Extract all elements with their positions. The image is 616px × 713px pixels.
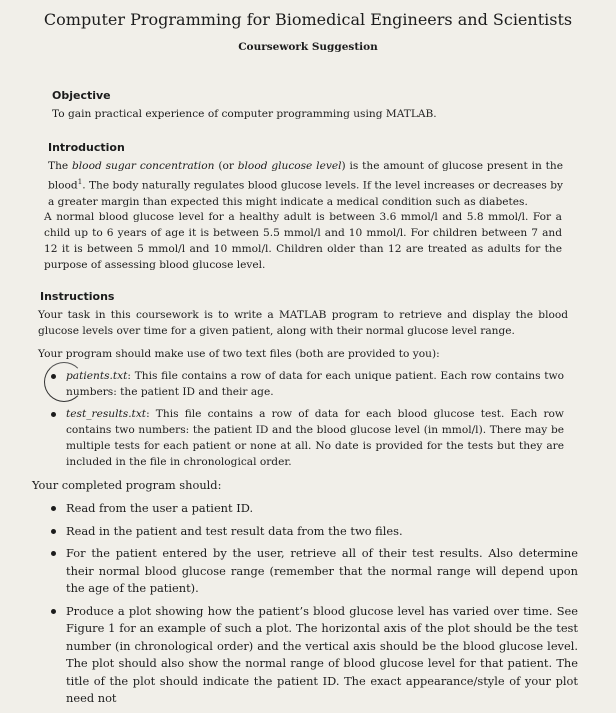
task-list [50,500,578,713]
list-item: test_results.txt: This file contains a row of data for each blood glucose test. Each row contains two numbers: the patient ID and the blood glucose level (in mmol/l). There may be multiple tests for each patient or none at all. No date is provided for the tests but they are included in the file in chronological order. [50,406,564,470]
introduction-paragraph-1: The blood sugar concentration (or blood glucose level) is the amount of glucose present in the blood$^1$. The body naturally regulates blood glucose levels. If the level increases or decreases by a greater margin than expected this might indicate a medical condition such as diabetes. [48,160,563,208]
objective-heading: Objective [52,89,111,102]
instructions-paragraph-1: Your task in this coursework is to write a MATLAB program to retrieve and display the blood glucose levels over time for a given patient, along with their normal glucose level range. [38,309,568,337]
list-item: patients.txt: This file contains a row of data for each unique patient. Each row contains two numbers: the patient ID and their age. [50,368,564,400]
introduction-heading: Introduction [48,141,125,154]
objective-text: To gain practical experience of computer programming using MATLAB. [52,108,437,120]
page-subtitle: Coursework Suggestion [238,41,378,53]
list-item: Read in the patient and test result data from the two files. [50,523,578,541]
introduction-paragraph-2: A normal blood glucose level for a healthy adult is between 3.6 mmol/l and 5.8 mmol/l. For a child up to 6 years of age it is between 5.5 mmol/l and 10 mmol/l. For children between 7 and 12 it is between 5 mmol/l and 10 mmol/l. Children older than 12 are treated as adults for the purpose of assessing blood glucose level. [44,211,562,271]
instructions-heading: Instructions [40,290,115,303]
instructions-paragraph-2: Your program should make use of two text files (both are provided to you): [38,348,440,360]
page-title: Computer Programming for Biomedical Engineers and Scientists [43,10,573,29]
list-item: Produce a plot showing how the patient’s blood glucose level has varied over time. See Figure 1 for an example of such a plot. The horizontal axis of the plot should be the test number (in chronological order) and the vertical axis should be the blood glucose level. The plot should also show the normal range of blood glucose level for that patient. The title of the plot should indicate the patient ID. The exact appearance/style of your plot need not [50,603,578,708]
file-list [50,368,564,476]
list-item: Read from the user a patient ID. [50,500,578,518]
instructions-paragraph-3: Your completed program should: [32,478,222,492]
footnote-marker: 1 [77,178,83,186]
list-item: For the patient entered by the user, retrieve all of their test results. Also determine their normal blood glucose range (remember that the normal range will depend upon the age of the patient). [50,545,578,598]
